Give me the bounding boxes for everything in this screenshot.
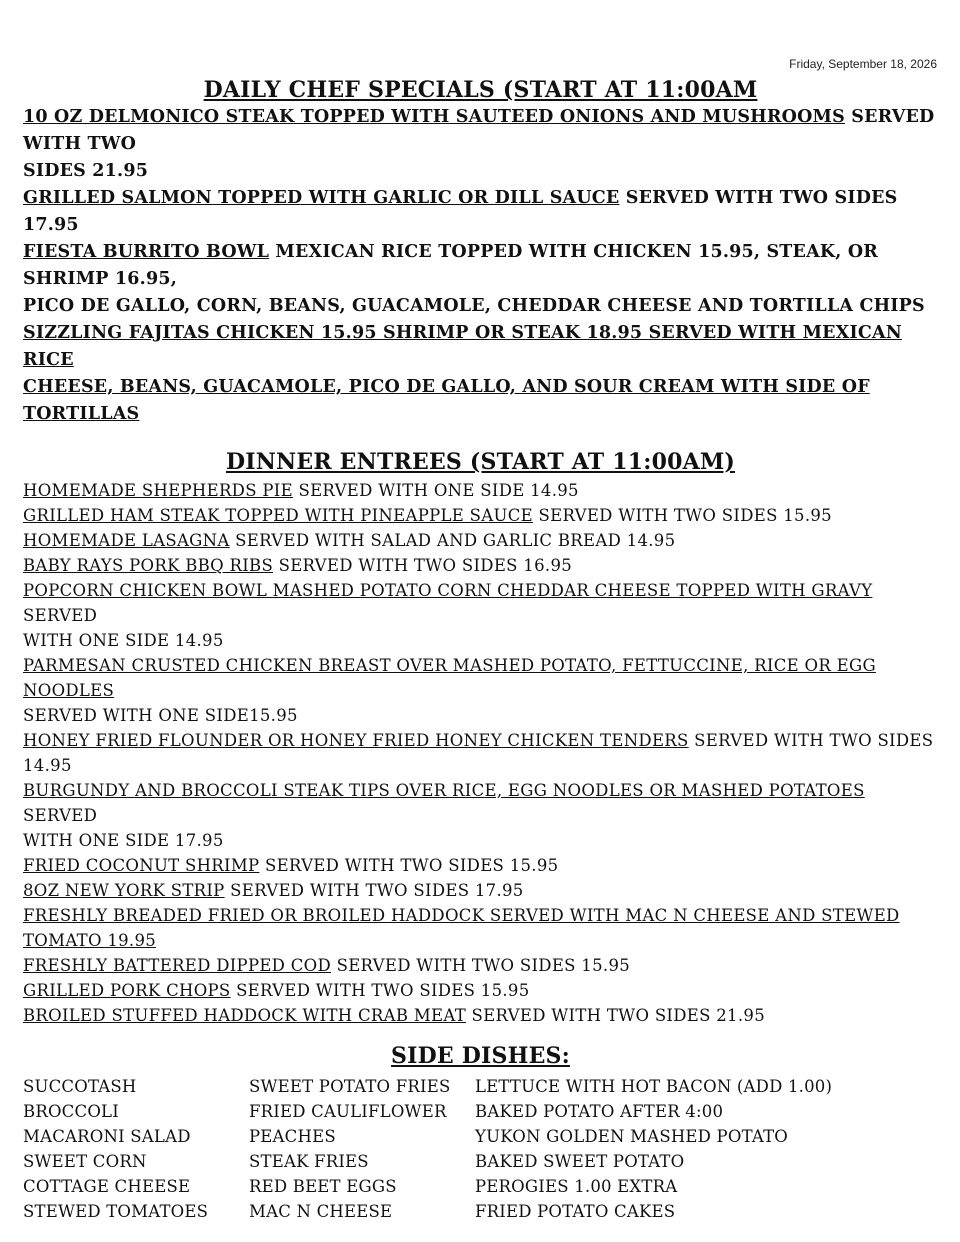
daily-specials-list [23, 104, 941, 428]
entree-item-line [23, 578, 938, 628]
side-dish: BAKED SWEET POTATO [475, 1152, 685, 1171]
entree-item-line [23, 828, 938, 853]
entree-item-line [23, 703, 938, 728]
side-dish: STEWED TOMATOES [23, 1202, 209, 1221]
side-dish: LETTUCE WITH HOT BACON (ADD 1.00) [475, 1077, 833, 1096]
item-details: SERVED WITH TWO SIDES 15.95 [259, 856, 559, 875]
entree-item-line [23, 878, 938, 903]
item-details: SERVED WITH TWO SIDES 15.95 [230, 981, 530, 1000]
item-name: FIESTA BURRITO BOWL [23, 242, 270, 262]
item-details: SERVED WITH ONE SIDE 14.95 [292, 481, 579, 500]
side-dishes-section [23, 1042, 938, 1224]
item-details: SERVED [23, 581, 878, 625]
item-details: SERVED WITH TWO [23, 107, 941, 154]
side-dishes-column-1 [23, 1074, 249, 1224]
item-details: MEXICAN RICE TOPPED WITH CHICKEN 15.95, STEAK, OR SHRIMP 16.95, [23, 242, 885, 289]
entree-item-line [23, 528, 938, 553]
item-name: POPCORN CHICKEN BOWL MASHED POTATO CORN CHEDDAR CHEESE TOPPED WITH GRAVY [23, 581, 873, 600]
daily-specials-section [23, 76, 941, 428]
side-dish: SUCCOTASH [23, 1077, 137, 1096]
side-dish: MAC N CHEESE [249, 1202, 393, 1221]
item-name: 8OZ NEW YORK STRIP [23, 881, 225, 900]
item-details: WITH ONE SIDE 14.95 [23, 631, 224, 650]
side-dishes-column-3 [475, 1074, 938, 1224]
side-dish: RED BEET EGGS [249, 1177, 397, 1196]
side-dish: STEAK FRIES [249, 1152, 369, 1171]
entree-item-line [23, 653, 938, 703]
entree-item-line [23, 778, 938, 828]
entree-item-line [23, 853, 938, 878]
side-dish: BROCCOLI [23, 1102, 119, 1121]
item-details: SERVED WITH ONE SIDE15.95 [23, 706, 298, 725]
entree-item-line [23, 478, 938, 503]
special-item-line [23, 158, 938, 185]
daily-specials-title: DAILY CHEF SPECIALS (START AT 11:00AM [203, 77, 758, 103]
item-name: HONEY FRIED FLOUNDER OR HONEY FRIED HONEY CHICKEN TENDERS [23, 731, 689, 750]
side-dish: YUKON GOLDEN MASHED POTATO [475, 1127, 789, 1146]
entree-item-line [23, 553, 938, 578]
item-details: SERVED WITH SALAD AND GARLIC BREAD 14.95 [229, 531, 676, 550]
side-dish: PEROGIES 1.00 EXTRA [475, 1177, 678, 1196]
item-details: SIDES 21.95 [23, 161, 149, 181]
item-name: BROILED STUFFED HADDOCK WITH CRAB MEAT [23, 1006, 466, 1025]
item-details: SERVED WITH TWO SIDES 15.95 [532, 506, 832, 525]
item-name: HOMEMADE SHEPHERDS PIE [23, 481, 293, 500]
item-name: 10 OZ DELMONICO STEAK TOPPED WITH SAUTEED ONIONS AND MUSHROOMS [23, 107, 845, 127]
item-name: GRILLED PORK CHOPS [23, 981, 231, 1000]
item-details: SERVED WITH TWO SIDES 15.95 [331, 956, 631, 975]
entree-item-line [23, 503, 938, 528]
print-date: Friday, September 18, 2026 [789, 57, 937, 71]
item-name: CHEESE, BEANS, GUACAMOLE, PICO DE GALLO, AND SOUR CREAM WITH SIDE OF TORTILLAS [23, 377, 870, 424]
side-dish: MACARONI SALAD [23, 1127, 191, 1146]
special-item-line [23, 293, 938, 320]
item-name: PARMESAN CRUSTED CHICKEN BREAST OVER MASHED POTATO, FETTUCCINE, RICE OR EGG NOODLES [23, 656, 876, 700]
side-dishes-title: SIDE DISHES: [391, 1043, 570, 1069]
dinner-entrees-title: DINNER ENTREES (START AT 11:00AM) [225, 449, 736, 475]
side-dishes-grid [23, 1074, 938, 1224]
side-dishes-column-2 [249, 1074, 475, 1224]
entree-item-line [23, 978, 938, 1003]
side-dish: FRIED POTATO CAKES [475, 1202, 676, 1221]
entree-item-line [23, 903, 938, 953]
item-name: FRESHLY BATTERED DIPPED COD [23, 956, 332, 975]
side-dish: SWEET CORN [23, 1152, 147, 1171]
item-details: SERVED WITH TWO SIDES 14.95 [23, 731, 939, 775]
item-name: HOMEMADE LASAGNA [23, 531, 230, 550]
item-name: GRILLED SALMON TOPPED WITH GARLIC OR DILL SAUCE [23, 188, 620, 208]
entree-item-line [23, 1003, 938, 1028]
item-details: SERVED WITH TWO SIDES 16.95 [273, 556, 573, 575]
item-details: SERVED [23, 781, 871, 825]
item-name: BABY RAYS PORK BBQ RIBS [23, 556, 274, 575]
menu-document [23, 76, 941, 1224]
dinner-entrees-list [23, 478, 938, 1028]
item-details: SERVED WITH TWO SIDES 21.95 [466, 1006, 765, 1025]
item-name: FRIED COCONUT SHRIMP [23, 856, 260, 875]
side-dish: BAKED POTATO AFTER 4:00 [475, 1102, 724, 1121]
item-name: FRESHLY BREADED FRIED OR BROILED HADDOCK SERVED WITH MAC N CHEESE AND STEWED TOMATO 19.95 [23, 906, 900, 950]
item-name: BURGUNDY AND BROCCOLI STEAK TIPS OVER RICE, EGG NOODLES OR MASHED POTATOES [23, 781, 865, 800]
item-details: WITH ONE SIDE 17.95 [23, 831, 224, 850]
item-name: SIZZLING FAJITAS CHICKEN 15.95 SHRIMP OR STEAK 18.95 SERVED WITH MEXICAN RICE [23, 323, 902, 370]
entree-item-line [23, 953, 938, 978]
dinner-entrees-section [23, 448, 938, 1028]
side-dish: COTTAGE CHEESE [23, 1177, 191, 1196]
special-item-line [23, 104, 941, 158]
special-item-line [23, 185, 938, 239]
side-dish: SWEET POTATO FRIES [249, 1077, 451, 1096]
side-dish: FRIED CAULIFLOWER [249, 1102, 447, 1121]
side-dish: PEACHES [249, 1127, 336, 1146]
item-name: GRILLED HAM STEAK TOPPED WITH PINEAPPLE SAUCE [23, 506, 533, 525]
special-item-line [23, 239, 938, 293]
item-details: PICO DE GALLO, CORN, BEANS, GUACAMOLE, CHEDDAR CHEESE AND TORTILLA CHIPS [23, 296, 925, 316]
item-details: SERVED WITH TWO SIDES 17.95 [224, 881, 524, 900]
entree-item-line [23, 628, 938, 653]
special-item-line [23, 320, 938, 374]
item-details: SERVED WITH TWO SIDES 17.95 [23, 188, 904, 235]
special-item-line [23, 374, 938, 428]
entree-item-line [23, 728, 938, 778]
